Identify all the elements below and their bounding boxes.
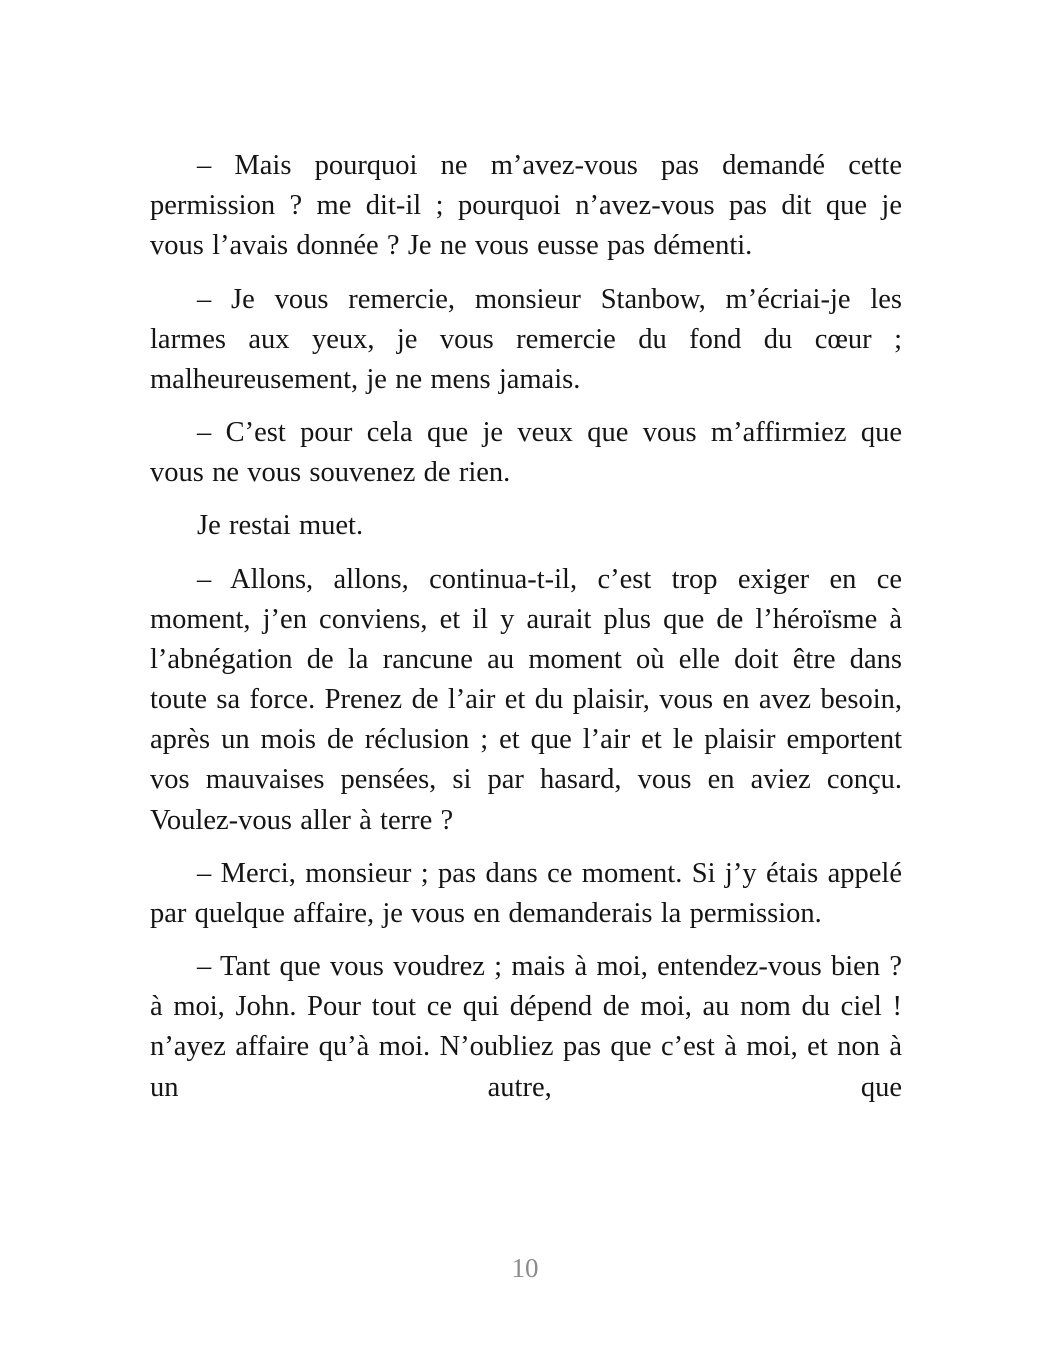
paragraph: – Mais pourquoi ne m’avez-vous pas demandé cette permission ? me dit-il ; pourquoi n’avez-vous pas dit que je vous l’avais donnée ? Je ne vous eusse pas démenti. (150, 150, 902, 262)
paragraph: – Merci, monsieur ; pas dans ce moment. Si j’y étais appelé par quelque affaire, je vous en demanderais la permission. (150, 857, 902, 929)
paragraph: Je restai muet. (197, 510, 364, 542)
paragraph: – Je vous remercie, monsieur Stanbow, m’écriai-je les larmes aux yeux, je vous remercie du fond du cœur ; malheureusement, je ne mens jamais. (150, 283, 902, 395)
page-text (150, 146, 902, 1121)
paragraph: – C’est pour cela que je veux que vous m’affirmiez que vous ne vous souvenez de rien. (150, 417, 902, 489)
paragraph: – Allons, allons, continua-t-il, c’est trop exiger en ce moment, j’en conviens, et il y aurait plus que de l’héroïsme à l’abnégation de la rancune au moment où elle doit être dans toute sa force. Prenez de l’air et du plaisir, vous en avez besoin, après un mois de réclusion ; et que l’air et le plaisir emportent vos mauvaises pensées, si par hasard, vous en aviez conçu. Voulez-vous aller à terre ? (150, 563, 902, 836)
page-number: 10 (511, 1253, 539, 1283)
paragraph: – Tant que vous voudrez ; mais à moi, entendez-vous bien ? à moi, John. Pour tout ce qui dépend de moi, au nom du ciel ! n’ayez affaire qu’à moi. N’oubliez pas que c’est à moi, et non à un autre, que (150, 951, 902, 1103)
